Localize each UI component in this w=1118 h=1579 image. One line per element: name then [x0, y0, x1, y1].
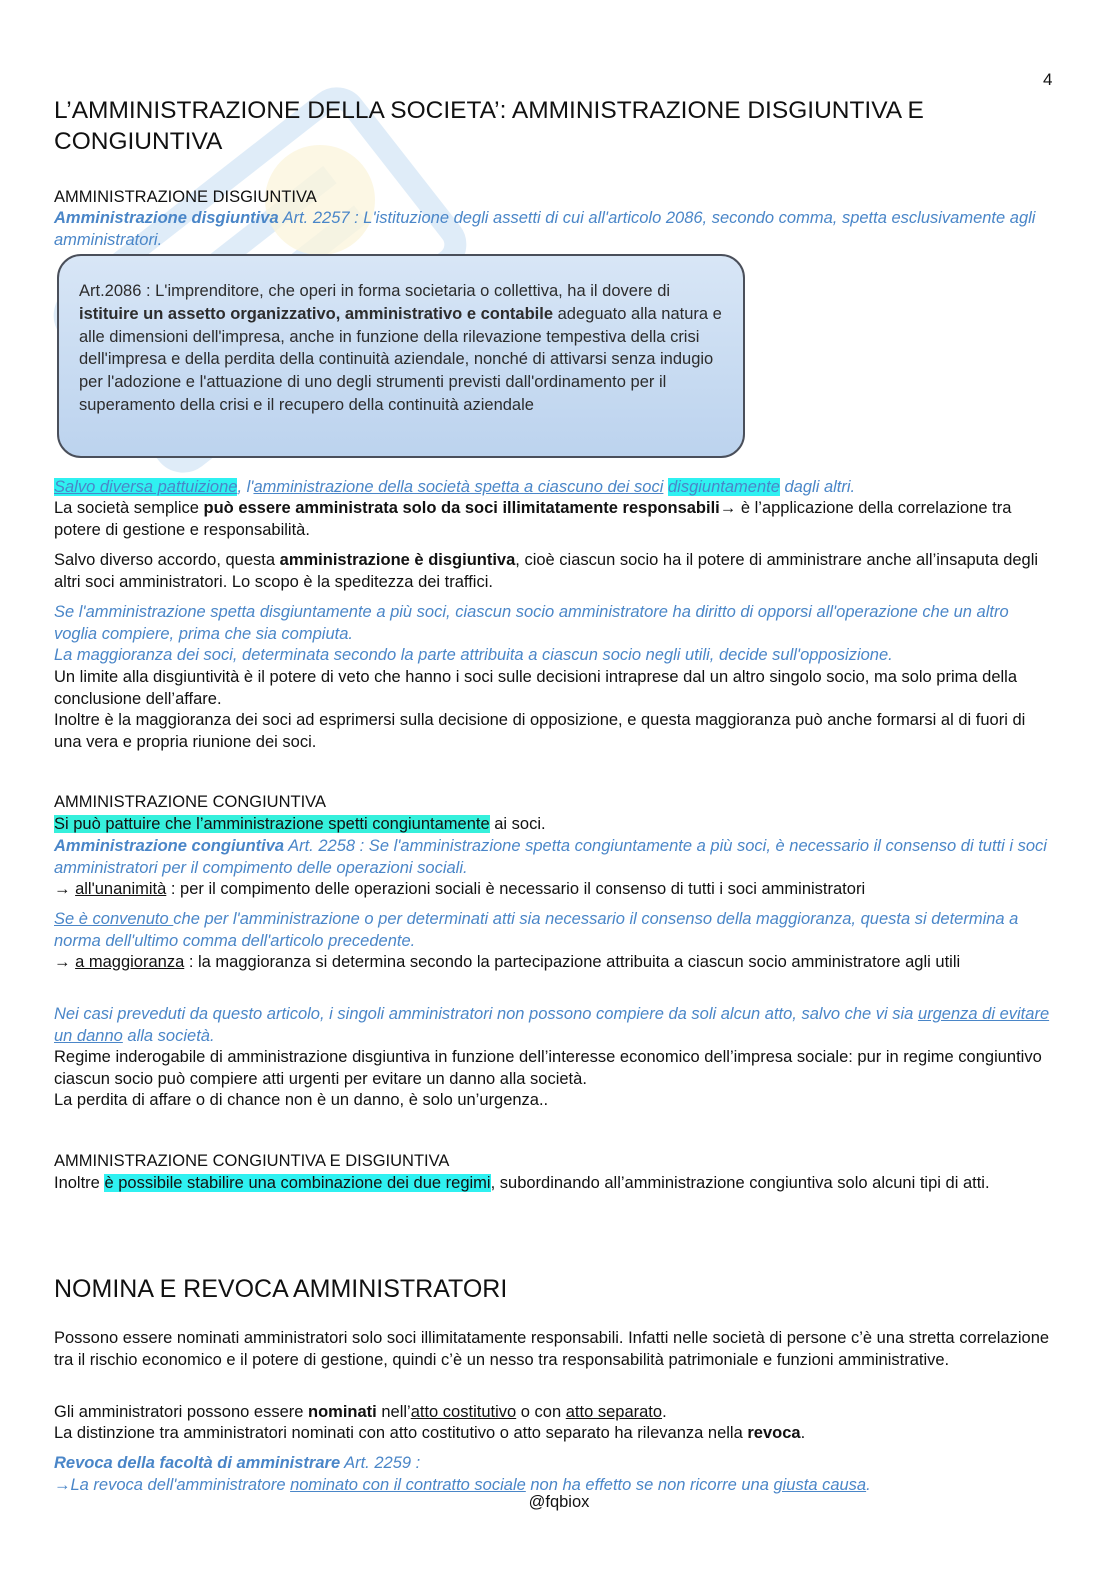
text: → è l’applicazione della correlazione tra potere di gestione e responsabilità.	[54, 499, 1012, 539]
section-heading: AMMINISTRAZIONE DISGIUNTIVA	[54, 188, 317, 206]
text: , subordinando all’amministrazione congiuntiva solo alcuni tipi di atti.	[490, 1174, 990, 1192]
article-title: Revoca della facoltà di amministrare	[54, 1454, 341, 1472]
bold-text: amministrazione è disgiuntiva	[279, 551, 516, 569]
bold-text: revoca	[747, 1424, 801, 1442]
article-2086-box	[57, 254, 745, 458]
article-2257	[54, 207, 1054, 251]
highlight-text: Si può pattuire che l’amministrazione spetti congiuntamente	[54, 815, 490, 833]
text: La società semplice	[54, 499, 204, 517]
arrow: →	[54, 953, 76, 971]
footer-credit: @fqbiox	[528, 1493, 590, 1511]
text: .	[800, 1424, 806, 1442]
article-2259	[54, 1452, 1054, 1474]
text: .	[866, 1476, 871, 1494]
paragraph: Possono essere nominati amministratori solo soci illimitatamente responsabili. Infatti nelle società di persone c’è una stretta correlazione tra il rischio economico e il potere di gestione, quindi c’è un nesso tra responsabilità patrimoniale e funzioni amministrative.	[54, 1329, 1050, 1369]
paragraph	[54, 1422, 1054, 1444]
text: dagli altri.	[779, 478, 856, 496]
text: ai soci.	[489, 815, 546, 833]
paragraph: Un limite alla disgiuntività è il potere di veto che hanno i soci sulle decisioni intraprese dal un altro singolo socio, ma solo prima della conclusione dell’affare.	[54, 668, 1018, 708]
article-title: Amministrazione congiuntiva	[54, 837, 285, 855]
underlined-text: Se è convenuto	[54, 910, 174, 928]
bold-text: nominati	[308, 1403, 377, 1421]
box-text-2: adeguato alla natura e alle dimensioni dell'impresa, anche in funzione della rilevazione tempestiva della crisi dell'impresa e della perdita della continuità aziendale, nonché di attivarsi senza indugio per l'adozione e l'attuazione di uno degli strumenti previsti dall'ordinamento per il superamento della crisi e il recupero della continuità aziendale	[79, 304, 722, 414]
page-number: 4	[1043, 70, 1053, 89]
quote	[54, 1003, 1054, 1047]
paragraph	[54, 813, 1054, 835]
paragraph	[54, 497, 1054, 541]
quote-disgiuntiva	[54, 476, 1054, 498]
paragraph	[54, 951, 1054, 973]
paragraph: Inoltre è la maggioranza dei soci ad esprimersi sulla decisione di opposizione, e questa maggioranza può anche formarsi al di fuori di una vera e propria riunione dei soci.	[54, 711, 1026, 751]
underlined-text: atto costitutivo	[410, 1403, 517, 1421]
text: Inoltre	[54, 1174, 105, 1192]
box-text	[79, 280, 729, 417]
text: che per l'amministrazione o per determinati atti sia necessario il consenso della maggioranza, questa si determina a norma dell'ultimo comma dell'articolo precedente.	[54, 910, 1019, 950]
text: →La revoca dell'amministratore	[54, 1476, 291, 1494]
paragraph	[54, 1172, 1054, 1194]
bold-text: può essere amministrata solo da soci illimitatamente responsabili	[203, 499, 720, 517]
text: , l'	[237, 478, 254, 496]
arrow: →	[54, 880, 76, 898]
paragraph: Regime inderogabile di amministrazione disgiuntiva in funzione dell’interesse economico dell’impresa sociale: pur in regime congiuntivo ciascun socio può compiere atti urgenti per evitare un danno alla società.	[54, 1048, 1042, 1088]
underlined-text: all'unanimità	[75, 880, 167, 898]
article-title: Amministrazione disgiuntiva	[54, 209, 279, 227]
text: alla società.	[122, 1027, 215, 1045]
page-title: L’AMMINISTRAZIONE DELLA SOCIETA’: AMMINISTRAZIONE DISGIUNTIVA E CONGIUNTIVA	[54, 97, 924, 155]
article-text: Art. 2259 :	[340, 1454, 421, 1472]
text: Gli amministratori possono essere	[54, 1403, 309, 1421]
paragraph	[54, 1401, 1054, 1423]
article-text: Art. 2258 : Se l'amministrazione spetta congiuntamente a più soci, è necessario il consenso di tutti i soci amministratori per il compimento delle operazioni sociali.	[54, 837, 1047, 877]
quote	[54, 908, 1054, 952]
highlight-text: disgiuntamente	[668, 478, 780, 496]
text: non ha effetto se non ricorre una	[525, 1476, 774, 1494]
highlight-text: è possibile stabilire una combinazione dei due regimi	[104, 1174, 491, 1192]
underlined-text: nominato con il contratto sociale	[290, 1476, 526, 1494]
text: La distinzione tra amministratori nominati con atto costitutivo o atto separato ha rilevanza nella	[54, 1424, 748, 1442]
text: .	[662, 1403, 667, 1421]
underlined-text: urgenza di evitare un danno	[54, 1005, 1050, 1045]
underlined-text: giusta causa	[773, 1476, 867, 1494]
underlined-text: atto separato	[565, 1403, 663, 1421]
text: Salvo diverso accordo, questa	[54, 551, 280, 569]
box-text-1: Art.2086 : L'imprenditore, che operi in forma societaria o collettiva, ha il dovere di	[79, 282, 671, 300]
paragraph	[54, 878, 1054, 900]
section-heading: AMMINISTRAZIONE CONGIUNTIVA	[54, 793, 326, 811]
text: o con	[516, 1403, 566, 1421]
text: : per il compimento delle operazioni sociali è necessario il consenso di tutti i soci amministratori	[166, 880, 866, 898]
highlight-text: Salvo diversa pattuizione	[54, 478, 238, 496]
underlined-text: amministrazione della società spetta a ciascuno dei soci	[253, 478, 664, 496]
text: , cioè ciascun socio ha il potere di amministrare anche all’insaputa degli altri soci amministratori. Lo scopo è la speditezza dei traffici.	[54, 551, 1039, 591]
text: : la maggioranza si determina secondo la partecipazione attribuita a ciascun socio amministratore agli utili	[184, 953, 961, 971]
article-2258	[54, 835, 1054, 879]
paragraph	[54, 549, 1054, 593]
text: nell’	[376, 1403, 411, 1421]
paragraph: La perdita di affare o di chance non è un danno, è solo un’urgenza..	[54, 1091, 549, 1109]
section-title: NOMINA E REVOCA AMMINISTRATORI	[54, 1275, 508, 1303]
text: Nei casi preveduti da questo articolo, i singoli amministratori non possono compiere da soli alcun atto, salvo che vi sia	[54, 1005, 918, 1023]
quote: La maggioranza dei soci, determinata secondo la parte attribuita a ciascun socio negli utili, decide sull'opposizione.	[54, 646, 893, 664]
quote: Se l'amministrazione spetta disgiuntamente a più soci, ciascun socio amministratore ha diritto di opporsi all'operazione che un altro voglia compiere, prima che sia compiuta.	[54, 603, 1009, 643]
underlined-text: a maggioranza	[75, 953, 185, 971]
article-text: Art. 2257 : L'istituzione degli assetti di cui all'articolo 2086, secondo comma, spetta esclusivamente agli amministratori.	[54, 209, 1036, 249]
section-heading: AMMINISTRAZIONE CONGIUNTIVA E DISGIUNTIVA	[54, 1152, 450, 1170]
box-text-bold: istituire un assetto organizzativo, amministrativo e contabile	[79, 304, 554, 323]
